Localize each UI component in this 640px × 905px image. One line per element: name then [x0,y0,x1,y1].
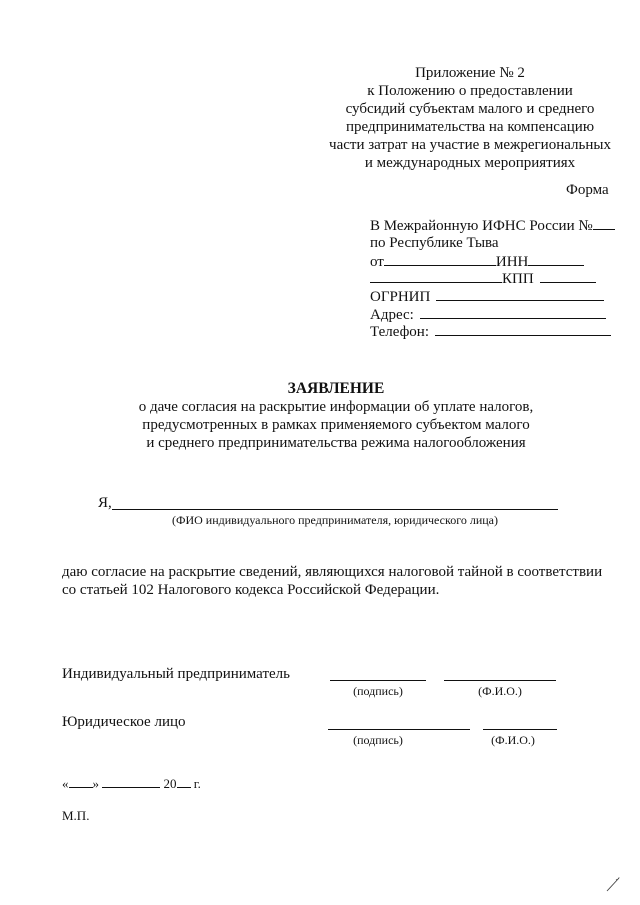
inn-field[interactable] [528,252,584,266]
office-number-field[interactable] [593,216,615,230]
kpp-row [370,269,596,288]
appendix-line: субсидий субъектам малого и среднего [345,101,595,117]
ogrnip-label: ОГРНИП [370,289,431,305]
date-open-quote: « [62,776,69,791]
date-day-field[interactable] [69,776,93,788]
appendix-line: предпринимательства на компенсацию [345,119,595,135]
title-heading: ЗАЯВЛЕНИЕ [287,380,385,397]
ogrnip-field[interactable] [436,287,604,301]
applicant-prefix: Я, [98,495,112,511]
appendix-line: части затрат на участие в межрегиональных [329,137,611,153]
legal-fio-field[interactable] [483,729,557,730]
phone-row [370,322,611,341]
recipient-office: В Межрайонную ИФНС России № [370,218,593,234]
ip-fio-field[interactable] [444,680,556,681]
consent-line: даю согласие на раскрытие сведений, являющихся налоговой тайной в соответствии [62,564,603,580]
legal-signature-field[interactable] [328,729,470,730]
ogrnip-row [370,287,604,306]
kpp-field[interactable] [540,269,596,283]
legal-sign-caption: (подпись) [353,733,403,747]
address-field[interactable] [420,305,606,319]
applicant-name-field[interactable] [112,509,558,510]
date-year-prefix: 20 [163,776,177,791]
inn-label: ИНН [495,254,529,270]
ip-sign-caption: (подпись) [353,684,403,698]
kpp-name-field[interactable] [370,269,502,283]
pen-mark-icon [604,874,624,894]
legal-fio-caption: (Ф.И.О.) [491,733,535,747]
phone-label: Телефон: [370,324,429,340]
appendix-block [300,64,640,172]
date-close-quote: » [92,776,99,791]
phone-field[interactable] [435,322,611,336]
appendix-line: и международных мероприятиях [364,155,576,171]
form-label: Форма [566,182,609,198]
appendix-line: Приложение № 2 [415,65,525,81]
ip-signature-field[interactable] [330,680,426,681]
title-subline: предусмотренных в рамках применяемого субъектом малого [142,417,530,433]
legal-label: Юридическое лицо [62,714,186,730]
stamp-label: М.П. [62,808,90,823]
ip-label: Индивидуальный предприниматель [62,666,290,682]
appendix-line: к Положению о предоставлении [367,83,573,99]
date-year-field[interactable] [177,776,191,788]
consent-line: со статьей 102 Налогового кодекса Российской Федерации. [62,582,440,598]
ip-fio-caption: (Ф.И.О.) [478,684,522,698]
recipient-line2: по Республике Тыва [370,235,499,251]
applicant-caption: (ФИО индивидуального предпринимателя, юридического лица) [171,513,499,527]
title-subline: о даче согласия на раскрытие информации об уплате налогов, [138,399,534,415]
date-row [62,776,201,792]
kpp-label: КПП [502,271,534,287]
address-label: Адрес: [370,307,414,323]
date-month-field[interactable] [102,776,160,788]
recipient-line1 [370,216,615,235]
document-title [36,380,636,452]
from-label: от [370,254,384,270]
date-year-suffix: г. [193,776,201,791]
title-subline: и среднего предпринимательства режима налогообложения [146,435,526,451]
from-field[interactable] [384,252,496,266]
